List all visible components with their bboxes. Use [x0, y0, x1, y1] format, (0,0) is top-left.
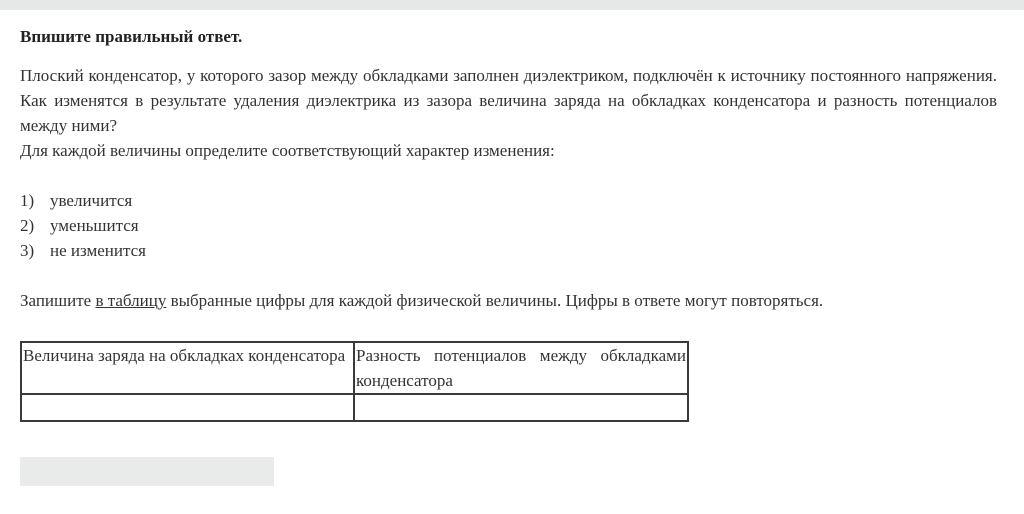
option-label: увеличится: [50, 191, 133, 210]
options-list: [20, 188, 997, 263]
answer-table-input-row: [21, 394, 688, 421]
answer-cell-charge[interactable]: [21, 394, 354, 421]
question-text: Плоский конденсатор, у которого зазор между обкладками заполнен диэлектриком, подключён к источнику постоянного напряжения. Как изменятся в результате удаления диэлектрика из зазора величина заряда на обкладках конденсатора и разность потенциалов между ними?: [20, 66, 997, 135]
instruction-text: [20, 288, 997, 313]
table-link[interactable]: в таблицу: [95, 291, 167, 310]
option-number: 1): [20, 191, 35, 210]
answer-input-charge[interactable]: [22, 396, 353, 420]
answer-table: [20, 341, 689, 422]
instruction-start: Запишите: [20, 291, 96, 310]
answer-cell-voltage[interactable]: [354, 394, 688, 421]
task-heading: Впишите правильный ответ.: [20, 27, 243, 46]
option-item: [20, 188, 997, 213]
option-number: 2): [20, 216, 35, 235]
option-item: [20, 238, 997, 263]
option-item: [20, 213, 997, 238]
option-label: уменьшится: [50, 216, 139, 235]
column-header-voltage: Разность потенциалов между обкладками конденсатора: [354, 342, 688, 394]
top-bar: [0, 0, 1024, 10]
instruction-end: выбранные цифры для каждой физической величины. Цифры в ответе могут повторяться.: [166, 291, 824, 310]
answer-table-header-row: [21, 342, 688, 394]
submit-button[interactable]: [20, 457, 274, 486]
option-number: 3): [20, 241, 35, 260]
option-label: не изменится: [50, 241, 146, 260]
answer-input-voltage[interactable]: [355, 396, 687, 420]
question-prompt: Для каждой величины определите соответствующий характер изменения:: [20, 141, 555, 160]
column-header-charge: Величина заряда на обкладках конденсатора: [21, 342, 354, 394]
task-content: [20, 24, 997, 313]
